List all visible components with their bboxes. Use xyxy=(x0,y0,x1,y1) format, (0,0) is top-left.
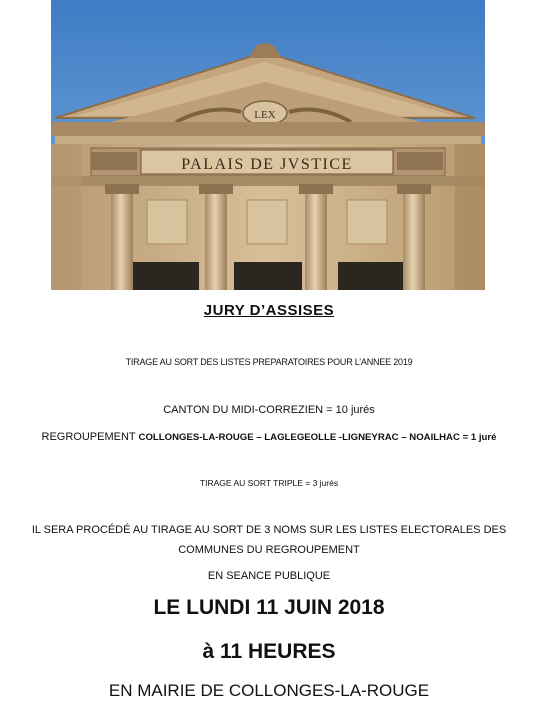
procede-line-2: COMMUNES DU REGROUPEMENT xyxy=(178,544,360,556)
tirage-line: TIRAGE AU SORT DES LISTES PREPARATOIRES POUR L’ANNEE 2019 xyxy=(125,357,413,367)
place-line: EN MAIRIE DE COLLONGES-LA-ROUGE xyxy=(108,681,430,700)
frieze-text: PALAIS DE JVSTICE xyxy=(181,156,353,173)
hour-line: à 11 HEURES xyxy=(202,640,336,663)
procede-line-1: IL SERA PROCÉDÉ AU TIRAGE AU SORT DE 3 NOMS SUR LES LISTES ELECTORALES DES xyxy=(31,524,507,536)
triple-line: TIRAGE AU SORT TRIPLE = 3 jurés xyxy=(199,478,339,488)
regroupement-line xyxy=(0,431,538,443)
regroupement-detail: COLLONGES-LA-ROUGE – LAGLEGEOLLE -LIGNEYRAC – NOAILHAC = 1 juré xyxy=(138,432,497,443)
courthouse-photo xyxy=(51,0,485,290)
canton-line: CANTON DU MIDI-CORREZIEN = 10 jurés xyxy=(163,404,375,416)
seance-line: EN SEANCE PUBLIQUE xyxy=(207,570,331,582)
window xyxy=(338,262,406,290)
notice-title: JURY D’ASSISES xyxy=(203,302,335,319)
medallion-text: LEX xyxy=(254,109,276,121)
window xyxy=(234,262,302,290)
regroupement-label: REGROUPEMENT xyxy=(41,431,139,443)
date-line: LE LUNDI 11 JUIN 2018 xyxy=(153,596,385,619)
cornice xyxy=(51,122,485,136)
window xyxy=(131,262,199,290)
